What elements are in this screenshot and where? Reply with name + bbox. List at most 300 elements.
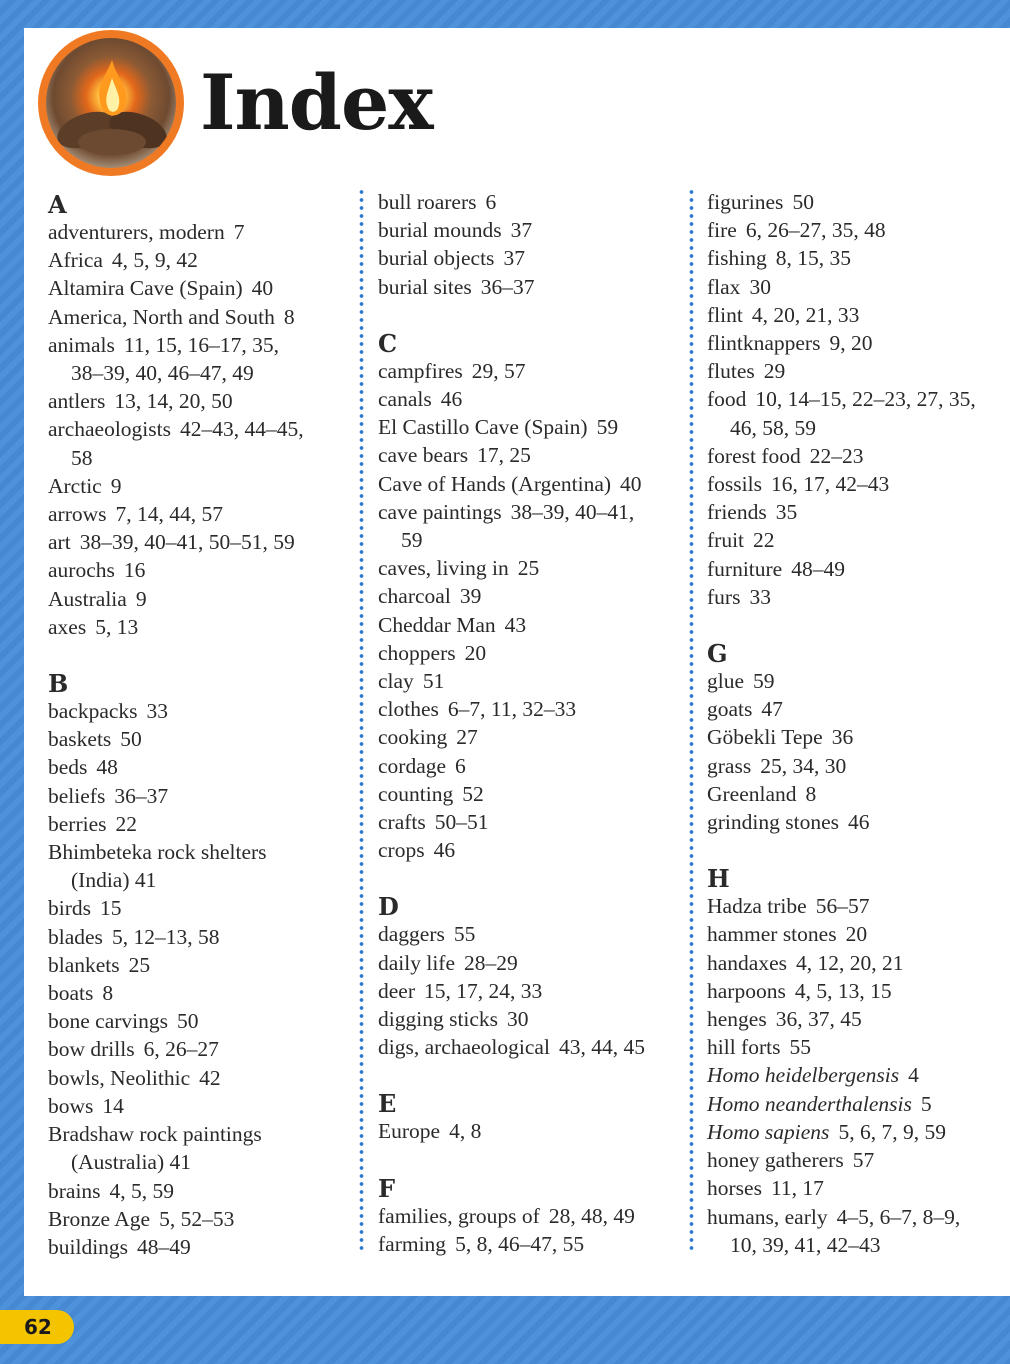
index-entry: [707, 808, 1007, 836]
index-term: choppers: [378, 640, 456, 665]
index-entry: [707, 526, 1007, 554]
section-gap: [707, 611, 1007, 637]
page-refs-continued: (India) 41: [71, 868, 157, 893]
index-term: burial objects: [378, 246, 495, 271]
page-refs: 5, 6, 7, 9, 59: [838, 1119, 946, 1144]
page-refs-continued: 58: [71, 445, 93, 470]
page-refs: 15: [100, 896, 122, 921]
index-entry: [378, 695, 688, 723]
page-refs: 6: [485, 190, 497, 214]
page-refs: 4, 20, 21, 33: [751, 302, 860, 327]
index-entry: [378, 413, 688, 441]
index-term: blankets: [48, 952, 120, 977]
index-entry: [48, 1064, 348, 1092]
page-refs-continued: (Australia) 41: [71, 1150, 192, 1175]
page-refs: 36–37: [480, 274, 535, 299]
index-term: beds: [48, 755, 88, 780]
section-gap: [378, 1061, 688, 1087]
index-term: brains: [48, 1178, 101, 1203]
index-term: arrows: [48, 502, 107, 527]
index-entry: [378, 1202, 688, 1230]
index-term: Bronze Age: [48, 1206, 151, 1231]
index-term: horses: [707, 1176, 762, 1201]
index-entry: [707, 357, 1007, 385]
index-entry: [378, 611, 688, 639]
index-term: handaxes: [707, 950, 787, 975]
index-entry: [48, 1205, 348, 1233]
index-entry: [378, 273, 688, 301]
section-letter: G: [707, 639, 728, 669]
index-term: grinding stones: [707, 810, 839, 835]
index-entry: [48, 1177, 348, 1205]
index-entry: [378, 216, 688, 244]
index-term: Bhimbeteka rock shelters: [48, 840, 267, 865]
page-refs: 30: [749, 274, 771, 299]
index-entry: [378, 498, 688, 526]
page-refs: 55: [453, 922, 476, 947]
page-refs: 42–43, 44–45,: [180, 417, 304, 442]
page-refs: 7: [233, 220, 245, 244]
index-entry: [707, 301, 1007, 329]
page-refs: 5, 13: [95, 614, 139, 639]
index-term: burial sites: [378, 274, 472, 299]
index-entry: [48, 951, 348, 979]
page-refs: 6, 26–27: [143, 1037, 219, 1062]
index-term: Australia: [48, 586, 127, 611]
page-refs: 10, 14–15, 22–23, 27, 35,: [755, 387, 976, 412]
index-term: hammer stones: [707, 922, 837, 947]
index-entry: [707, 892, 1007, 920]
index-entry: [378, 836, 688, 864]
page-refs: 25, 34, 30: [760, 753, 847, 778]
page-refs-continued: 59: [401, 528, 423, 553]
index-term: bull roarers: [378, 190, 477, 214]
page-refs: 33: [146, 699, 169, 724]
page-refs: 4: [908, 1063, 919, 1088]
index-term: fossils: [707, 472, 762, 497]
index-term: clothes: [378, 697, 439, 722]
index-term: Altamira Cave (Spain): [48, 276, 243, 301]
index-term: axes: [48, 614, 87, 639]
page-refs: 40: [251, 276, 274, 301]
index-entry: [378, 1033, 688, 1061]
section-gap: [378, 1146, 688, 1172]
index-term: berries: [48, 811, 107, 836]
index-term: honey gatherers: [707, 1148, 844, 1173]
index-entry: [48, 246, 348, 274]
index-entry: [707, 1174, 1007, 1202]
index-term: animals: [48, 332, 115, 357]
index-term: daily life: [378, 950, 456, 975]
index-entry: [48, 331, 348, 359]
index-entry: [48, 500, 348, 528]
index-term: deer: [378, 978, 415, 1003]
page-refs: 48–49: [791, 556, 845, 581]
index-entry: [707, 977, 1007, 1005]
index-term: fire: [707, 218, 737, 243]
index-entry: [378, 1117, 688, 1145]
page-refs: 52: [462, 781, 484, 806]
index-entry: [378, 582, 688, 610]
index-term: campfires: [378, 358, 463, 383]
index-term: bows: [48, 1093, 94, 1118]
index-term: Africa: [48, 248, 103, 273]
page-refs: 25: [128, 952, 151, 977]
index-entry: [48, 753, 348, 781]
page-refs: 8: [805, 781, 817, 806]
index-entry: [378, 667, 688, 695]
page-refs: 25: [517, 556, 540, 581]
index-entry: [48, 303, 348, 331]
page-refs: 28–29: [464, 950, 518, 975]
page-refs: 5, 8, 46–47, 55: [455, 1231, 585, 1256]
page-refs: 4, 8: [449, 1119, 482, 1144]
dotted-divider: [689, 188, 694, 1254]
index-entry: [48, 1120, 348, 1148]
index-entry: [707, 667, 1007, 695]
page-refs: 5, 12–13, 58: [111, 924, 220, 949]
page-refs: 8: [283, 304, 295, 329]
index-term: Homo neanderthalensis: [707, 1091, 912, 1116]
index-term: fishing: [707, 246, 767, 271]
page-refs: 50–51: [434, 810, 489, 835]
page-refs: 47: [761, 697, 783, 722]
index-entry: [48, 415, 348, 443]
index-entry: [378, 949, 688, 977]
section-gap: [707, 836, 1007, 862]
index-term: blades: [48, 924, 103, 949]
index-term: hill forts: [707, 1035, 781, 1060]
index-entry: [707, 555, 1007, 583]
index-term: crafts: [378, 810, 426, 835]
index-term: grass: [707, 753, 752, 778]
page-refs: 4, 5, 59: [109, 1178, 175, 1203]
index-term: Europe: [378, 1119, 441, 1144]
index-term: daggers: [378, 922, 445, 947]
index-entry: [48, 585, 348, 613]
index-entry: [48, 1007, 348, 1035]
index-entry: [378, 357, 688, 385]
index-entry: [707, 216, 1007, 244]
index-term: archaeologists: [48, 417, 171, 442]
index-term: cave bears: [378, 443, 469, 468]
index-entry: [707, 1118, 1007, 1146]
page-refs: 11, 15, 16–17, 35,: [123, 332, 279, 357]
page-refs: 48–49: [137, 1234, 191, 1259]
page-refs-continued: 38–39, 40, 46–47, 49: [71, 361, 254, 386]
page-refs: 33: [749, 584, 771, 609]
page-refs: 16: [123, 558, 146, 583]
index-column-3: [707, 188, 1007, 1259]
section-gap: [378, 864, 688, 890]
index-entry: [707, 920, 1007, 948]
index-term: humans, early: [707, 1204, 828, 1229]
page-refs: 9: [110, 473, 122, 498]
section-letter: B: [48, 669, 69, 699]
section-gap: [48, 641, 348, 667]
index-entry: [707, 442, 1007, 470]
page-refs: 46: [440, 387, 463, 412]
page-refs: 11, 17: [770, 1176, 824, 1201]
page-refs: 55: [789, 1035, 811, 1060]
page-refs: 29, 57: [471, 358, 526, 383]
page-refs: 14: [102, 1093, 124, 1118]
page-refs: 4–5, 6–7, 8–9,: [836, 1204, 961, 1229]
page-refs: 6, 26–27, 35, 48: [745, 218, 886, 243]
index-term: boats: [48, 981, 94, 1006]
page-refs: 20: [845, 922, 868, 947]
campfire-icon: [38, 30, 184, 176]
index-term: fruit: [707, 528, 745, 553]
page-refs: 6: [455, 753, 466, 778]
page-refs: 8: [102, 981, 114, 1006]
index-term: clay: [378, 669, 414, 694]
index-entry: [378, 244, 688, 272]
index-term: harpoons: [707, 978, 786, 1003]
index-term: friends: [707, 500, 767, 525]
section-letter: E: [378, 1089, 397, 1119]
page-refs: 4, 12, 20, 21: [796, 950, 904, 975]
index-term: cooking: [378, 725, 448, 750]
index-term: flutes: [707, 359, 755, 384]
index-entry: [378, 752, 688, 780]
index-entry: [707, 780, 1007, 808]
index-entry: [707, 1146, 1007, 1174]
page-refs: 57: [852, 1148, 875, 1173]
index-term: Arctic: [48, 473, 102, 498]
index-entry: [378, 780, 688, 808]
index-entry: [378, 441, 688, 469]
index-term: digging sticks: [378, 1007, 499, 1032]
index-entry: [48, 697, 348, 725]
index-term: flintknappers: [707, 331, 821, 356]
index-entry: [378, 470, 688, 498]
index-entry: [48, 979, 348, 1007]
index-term: Greenland: [707, 781, 797, 806]
index-entry: [378, 554, 688, 582]
page-refs: 46: [847, 810, 870, 835]
index-term: Cheddar Man: [378, 612, 496, 637]
index-term: bone carvings: [48, 1009, 169, 1034]
index-entry: [48, 810, 348, 838]
page-refs: 9, 20: [829, 331, 873, 356]
index-term: buildings: [48, 1234, 129, 1259]
page-refs: 28, 48, 49: [548, 1203, 635, 1228]
index-term: counting: [378, 781, 454, 806]
index-term: Homo sapiens: [707, 1119, 830, 1144]
page-refs: 38–39, 40–41, 50–51, 59: [79, 530, 295, 555]
index-term: Hadza tribe: [707, 894, 807, 919]
page-refs: 50: [177, 1009, 199, 1034]
index-term: America, North and South: [48, 304, 275, 329]
page-refs: 37: [510, 218, 533, 243]
index-term: farming: [378, 1231, 447, 1256]
index-entry: [707, 1090, 1007, 1118]
index-term: burial mounds: [378, 218, 502, 243]
index-entry: [707, 1005, 1007, 1033]
index-term: canals: [378, 387, 432, 412]
index-entry: [48, 274, 348, 302]
page-refs: 8, 15, 35: [775, 246, 851, 271]
index-term: flint: [707, 302, 743, 327]
index-entry: [378, 639, 688, 667]
page-refs: 22: [115, 811, 137, 836]
index-entry: [378, 1005, 688, 1033]
index-entry: [48, 218, 348, 246]
page-refs: 22–23: [809, 443, 864, 468]
index-entry: [378, 385, 688, 413]
page-refs: 56–57: [815, 894, 870, 919]
index-entry: [707, 1033, 1007, 1061]
page-refs: 39: [459, 584, 482, 609]
index-entry: [707, 329, 1007, 357]
page-refs: 48: [96, 755, 118, 780]
section-letter: A: [48, 190, 67, 219]
page-refs: 22: [753, 528, 775, 553]
index-term: furs: [707, 584, 741, 609]
index-term: goats: [707, 697, 753, 722]
section-letter: F: [378, 1173, 396, 1203]
index-term: El Castillo Cave (Spain): [378, 415, 588, 440]
page-refs: 20: [464, 640, 487, 665]
index-entry: [48, 725, 348, 753]
section-letter: C: [378, 328, 398, 358]
index-entry: [378, 723, 688, 751]
index-entry: [707, 273, 1007, 301]
index-term: antlers: [48, 389, 106, 414]
index-entry: [48, 838, 348, 866]
index-entry: [378, 188, 688, 216]
page-refs: 46: [433, 838, 456, 863]
index-term: caves, living in: [378, 556, 509, 581]
index-term: birds: [48, 896, 91, 921]
index-entry: [48, 613, 348, 641]
index-term: Cave of Hands (Argentina): [378, 471, 612, 496]
index-entry: [48, 1233, 348, 1261]
index-term: families, groups of: [378, 1203, 540, 1228]
page-title: Index: [200, 58, 433, 147]
page-refs: 36: [831, 725, 854, 750]
index-term: forest food: [707, 443, 801, 468]
page-refs: 50: [120, 727, 142, 752]
page-refs: 29: [763, 359, 786, 384]
index-entry: [378, 1230, 688, 1258]
index-term: Göbekli Tepe: [707, 725, 823, 750]
index-term: cave paintings: [378, 499, 502, 524]
index-entry: [378, 808, 688, 836]
page-refs: 38–39, 40–41,: [510, 499, 635, 524]
index-entry: [48, 782, 348, 810]
section-gap: [378, 301, 688, 327]
index-term: flax: [707, 274, 741, 299]
page-refs: 37: [503, 246, 525, 271]
index-entry: [48, 528, 348, 556]
index-entry: [48, 923, 348, 951]
index-term: Homo heidelbergensis: [707, 1063, 900, 1088]
page-refs: 5, 52–53: [159, 1206, 235, 1231]
page-refs: 30: [507, 1007, 529, 1032]
page-refs: 7, 14, 44, 57: [115, 502, 224, 527]
section-letter: H: [707, 864, 730, 894]
page-refs: 59: [596, 415, 619, 440]
page-refs: 42: [199, 1065, 221, 1090]
index-entry: [48, 1035, 348, 1063]
index-term: charcoal: [378, 584, 451, 609]
page-number: 62: [0, 1310, 74, 1344]
index-entry: [707, 470, 1007, 498]
index-entry: [707, 385, 1007, 413]
page-refs: 15, 17, 24, 33: [424, 978, 543, 1003]
page-refs: 40: [620, 471, 642, 496]
index-entry: [48, 472, 348, 500]
index-term: bow drills: [48, 1037, 135, 1062]
index-entry: [378, 920, 688, 948]
index-term: cordage: [378, 753, 447, 778]
page-refs: 5: [920, 1091, 932, 1116]
index-term: figurines: [707, 190, 784, 214]
index-entry: [707, 188, 1007, 216]
page-refs: 59: [753, 669, 775, 694]
index-term: glue: [707, 669, 745, 694]
page-refs: 43, 44, 45: [558, 1035, 645, 1060]
index-term: food: [707, 387, 747, 412]
page-refs: 4, 5, 13, 15: [794, 978, 892, 1003]
page-refs: 43: [504, 612, 527, 637]
index-entry: [707, 1061, 1007, 1089]
index-entry: [707, 949, 1007, 977]
index-entry: [707, 752, 1007, 780]
index-term: adventurers, modern: [48, 220, 225, 244]
page-refs: 51: [422, 669, 445, 694]
page-refs: 36–37: [114, 783, 169, 808]
index-term: bowls, Neolithic: [48, 1065, 191, 1090]
index-term: aurochs: [48, 558, 115, 583]
index-entry: [707, 498, 1007, 526]
page-refs: 6–7, 11, 32–33: [447, 697, 577, 722]
dotted-divider: [359, 188, 364, 1254]
index-entry: [707, 723, 1007, 751]
index-term: furniture: [707, 556, 783, 581]
page-refs: 13, 14, 20, 50: [114, 389, 233, 414]
section-letter: D: [378, 892, 399, 922]
index-entry: [48, 387, 348, 415]
index-entry: [48, 556, 348, 584]
page-refs: 16, 17, 42–43: [770, 472, 890, 497]
page-refs: 17, 25: [477, 443, 531, 468]
index-entry: [48, 894, 348, 922]
index-column-2: [378, 188, 688, 1258]
page-refs: 9: [135, 586, 147, 611]
page-refs: 4, 5, 9, 42: [111, 248, 198, 273]
page-refs: 50: [792, 190, 814, 214]
index-column-1: [48, 188, 348, 1261]
index-term: henges: [707, 1007, 767, 1032]
index-entry: [48, 1092, 348, 1120]
index-term: Bradshaw rock paintings: [48, 1122, 262, 1147]
page-refs: 36, 37, 45: [775, 1007, 862, 1032]
index-entry: [707, 1203, 1007, 1231]
page-refs: 35: [775, 500, 798, 525]
index-term: art: [48, 530, 71, 555]
index-page: [24, 28, 1010, 1296]
page-refs-continued: 10, 39, 41, 42–43: [730, 1232, 881, 1257]
index-term: digs, archaeological: [378, 1035, 550, 1060]
page-refs: 27: [456, 725, 478, 750]
index-entry: [707, 695, 1007, 723]
index-term: backpacks: [48, 699, 138, 724]
index-term: crops: [378, 838, 425, 863]
index-entry: [378, 977, 688, 1005]
